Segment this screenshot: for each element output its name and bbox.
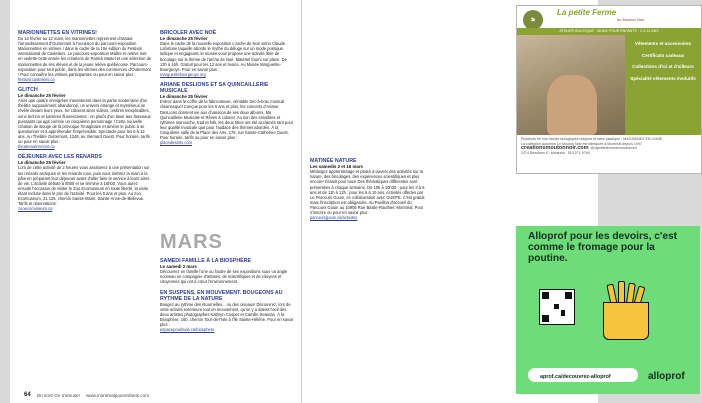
section-title: EN SUSPENS, EN MOUVEMENT. BOUGEONS AU RYTHME DE LA NATURE bbox=[160, 289, 283, 302]
section-marionnettes bbox=[18, 30, 152, 82]
section-date: Le samedi 2 mars bbox=[160, 264, 197, 270]
page-number: 64 bbox=[24, 392, 31, 398]
qr-code[interactable] bbox=[539, 289, 575, 325]
page-footer bbox=[24, 392, 149, 398]
column-3 bbox=[310, 158, 428, 220]
ad-url[interactable]: aprof.ca/decouvrez-alloprof bbox=[540, 374, 611, 380]
section-title: BRICOLER AVEC NOÉ bbox=[160, 30, 217, 36]
ad-address: 2374 Beaubien E, Montréal · 514 271-9760 bbox=[521, 150, 590, 155]
sheep-logo-icon: 🐑 bbox=[523, 10, 543, 30]
feature-item: Certificats cadeaux bbox=[641, 52, 685, 58]
section-matinee bbox=[310, 158, 428, 220]
alloprof-logo: alloprof bbox=[648, 371, 685, 382]
footer-site[interactable]: www.montrealpourenfants.com bbox=[85, 392, 150, 398]
ad-headline: Alloprof pour les devoirs, c'est comme le fromage pour la poutine. bbox=[528, 231, 678, 265]
column-1 bbox=[18, 30, 152, 211]
left-page bbox=[10, 0, 302, 403]
section-link[interactable]: theatreoutremont.ca bbox=[18, 144, 55, 150]
section-link[interactable]: parcoursgouin.ca/activites bbox=[310, 215, 358, 221]
ad-url[interactable]: creationsmoutonnoir.com bbox=[521, 145, 589, 151]
ad-band: ATELIER BOUTIQUE · MODE POUR ENFANTS · 0 À 12 ANS bbox=[517, 28, 701, 35]
feature-item: Collections d'ici et d'ailleurs bbox=[632, 64, 694, 70]
feature-item: Spécialité vêtements évolutifs bbox=[630, 75, 696, 81]
ad-brand-name: La petite Ferme bbox=[557, 8, 617, 17]
section-date: Le dimanche 25 février bbox=[160, 36, 208, 42]
ad-features bbox=[625, 35, 701, 135]
section-date: Le dimanche 25 février bbox=[18, 93, 66, 99]
section-ariane bbox=[160, 82, 294, 145]
section-title: DÉJEUNER AVEC LES RENARDS bbox=[18, 154, 102, 161]
section-bricoler bbox=[160, 30, 294, 77]
child-figure bbox=[547, 75, 597, 135]
section-body: Bougez au rythme des ritournelles... ou des oiseaux! Découvrez, lors de cette activité extérieure tout en mouvement, qu'on y a atteint l'oeil des deux artistes photographes Kathryn Cooper et Camille Seaman. À la Biosphère, 160, chemin Tour-de-l'Isle à l'Île Sainte-Hélène. Pour en savoir plus : bbox=[160, 301, 294, 328]
section-body: Du 12 février au 12 mars, les marionnettes reprennent d'assaut l'arrondissement d'Outremont à l'occasion du parcours-exposition Marionnettes en vitrines ! dans le cadre de la 10e édition du Festival international de Casteliers. Le parcours-exposition Maître et relève met en vedette cette année les créations de Patrick Martel et une sélection de marionnettes de ses élèves et de la jeune relève québécoise. Parcours-exposition pour tout public, dans les vitrines des commerces d'Outremont ! Pour connaître les vitrines participantes ou pour en savoir plus : bbox=[18, 36, 152, 77]
section-glitch bbox=[18, 87, 152, 149]
footer-section: On sort! On s'amuse! bbox=[36, 392, 80, 398]
ad-collab: La collection automne Le Mouton Noir est fabriquée à Montréal depuis 1997 bbox=[521, 141, 642, 146]
right-page bbox=[302, 0, 696, 403]
section-body: Mélangez apprentissage et plaisir à travers des activités sur la nature, des bricolages, des expériences scientifiques et plus encore! Gratuit pour tous! Des thématiques différentes sont présentées à chaque semaine. De 10h à 10h30 : pour les 3 à 5 ans et de 11h à 12h : pour les 6 à 10 ans. Activités offertes par Le Parcours Gouin, en collaboration avec GUEPE. C'est gratuit mais l'inscription est obligatoire. Au Pavillon d'accueil du Parcours Gouin au 10905 Rue Basile-Routhier, Montréal. Pour s'inscrire ou pour en savoir plus : bbox=[310, 169, 425, 216]
section-link[interactable]: placedesarts.com bbox=[160, 140, 193, 146]
section-title: MARIONNETTES EN VITRINES! bbox=[18, 30, 97, 36]
section-link[interactable]: espacepourlavie.ca/biosphere bbox=[160, 327, 215, 333]
ad-note: Plusieurs de nos modes biologiques uniques et sans plastique · MAGASINEZ EN LIGNE bbox=[521, 137, 663, 141]
section-title: MATINÉE NATURE bbox=[310, 158, 357, 164]
section-date: Le dimanche 25 février bbox=[160, 94, 208, 100]
ad-social[interactable]: @lapetitefermedumoutonnoir bbox=[590, 146, 637, 150]
ad-footer bbox=[517, 135, 701, 173]
section-renards bbox=[18, 154, 152, 211]
section-body: Lors de cette activité de 2 heures vous assisterez à une présentation sur les renards arctiques et les renards roux, puis vous mettrez la main à la pâte en préparant leur déjeuner avant d'aller faire le service à leurs aires de vie. L'activité débute à 8h00 et se termine à 10h00. Vous aurez ensuite l'occasion de visiter le Zoo Ecomuseum en toute liberté, la visite étant incluse dans le prix de l'activité. Pour les 5 ans et plus. Au zoo Ecomuseum, 21 125, chemin Sainte-Marie, Sainte-Anne-de-Bellevue. Tarifs et réservations : bbox=[18, 165, 150, 207]
section-body: Découvrez en famille l'une ou l'autre de ses expositions sous un angle nouveau en compagnie d'artistes, de scientifiques et de citoyens et citoyennes qui ont à cœur l'environnement. bbox=[160, 269, 288, 285]
fries-illustration bbox=[601, 284, 649, 339]
ad-petite-ferme[interactable] bbox=[516, 5, 702, 174]
section-link[interactable]: zooecomuseum.ca bbox=[18, 206, 53, 212]
section-title: SAMEDI FAMILLE À LA BIOSPHÈRE bbox=[160, 258, 252, 264]
ad-alloprof[interactable] bbox=[516, 226, 700, 394]
section-body: Entrez dans le coffre de la fabricoleuse, véritable bric-à-brac musical clownesque! Conçue pour les 5 ans et plus, les concerts d'Ariane DesLions donnent vie aux chansons de ses deux albums, Ma Quincaillerie Musicale et Rêves à colorier. Au son des sensibles et rythmes manouche, trad et folk, les deux titres ont été acclamés tant pour leur qualité musicale que pour l'audace des thèmes abordés. À la Cinquième salle de la Place des Arts, 175, rue Sainte-Catherine Ouest. Pour horaire, tarifs ou pour en savoir plus : bbox=[160, 99, 294, 140]
section-suspens bbox=[160, 290, 294, 333]
section-link[interactable]: festival.casteliers.ca bbox=[18, 76, 55, 82]
feature-item: Vêtements et accessoires bbox=[634, 41, 692, 46]
section-body: Alors que quatre immigrées s'aventurent dans la partie souterraine d'un théâtre supposément abandonné, un univers étrange et mystérieux se révèle devant leurs yeux. Se côtoient alors vidéos, ombres inexplicables, sons techno et lumières fluorescentes : on plutôt d'un laser aux faisceaux puissants qui agit comme un cinquième personnage ! Cette nouvelle création de Bouge de là provoque l'imaginaire et amène le public à se questionner et à appréhender l'imprévisible. Spectacle pour les 6 à 12 ans. Au Théâtre Outremont, 1248, av. Bernard Ouest. Pour horaire, tarifs ou pour en savoir plus : bbox=[18, 98, 151, 144]
section-body: Dans le cadre de la nouvelle exposition L'arche de Noé selon Claude Lafortune laquelle aborde le mythe du déluge sur un mode poétique, ludique et engageant, le musée vous propose une activité libre de bricolage sur le thème de l'arche de Noé. Matériel fourni sur place. De 13h à 16h. Gratuit pour les 12 ans et moins. Au Musée Marguerite-Bourgeoys. Pour en savoir plus : bbox=[160, 41, 287, 72]
section-title: ARIANE DESLIONS ET SA QUINCAILLERIE MUSICALE bbox=[160, 81, 269, 95]
section-biosphere bbox=[160, 258, 294, 285]
ad-brand-sub: du Mouton Noir bbox=[617, 17, 645, 22]
column-2-lower bbox=[160, 258, 294, 332]
section-date: Le dimanche 25 février bbox=[18, 160, 66, 166]
child-photo bbox=[517, 35, 625, 135]
column-2 bbox=[160, 30, 294, 145]
section-title: GLITCH bbox=[18, 86, 38, 93]
month-heading: MARS bbox=[160, 231, 223, 253]
section-link[interactable]: margueritebourgeoys.org bbox=[160, 71, 206, 77]
section-date: Les samedis 2 et 16 mars bbox=[310, 164, 363, 170]
